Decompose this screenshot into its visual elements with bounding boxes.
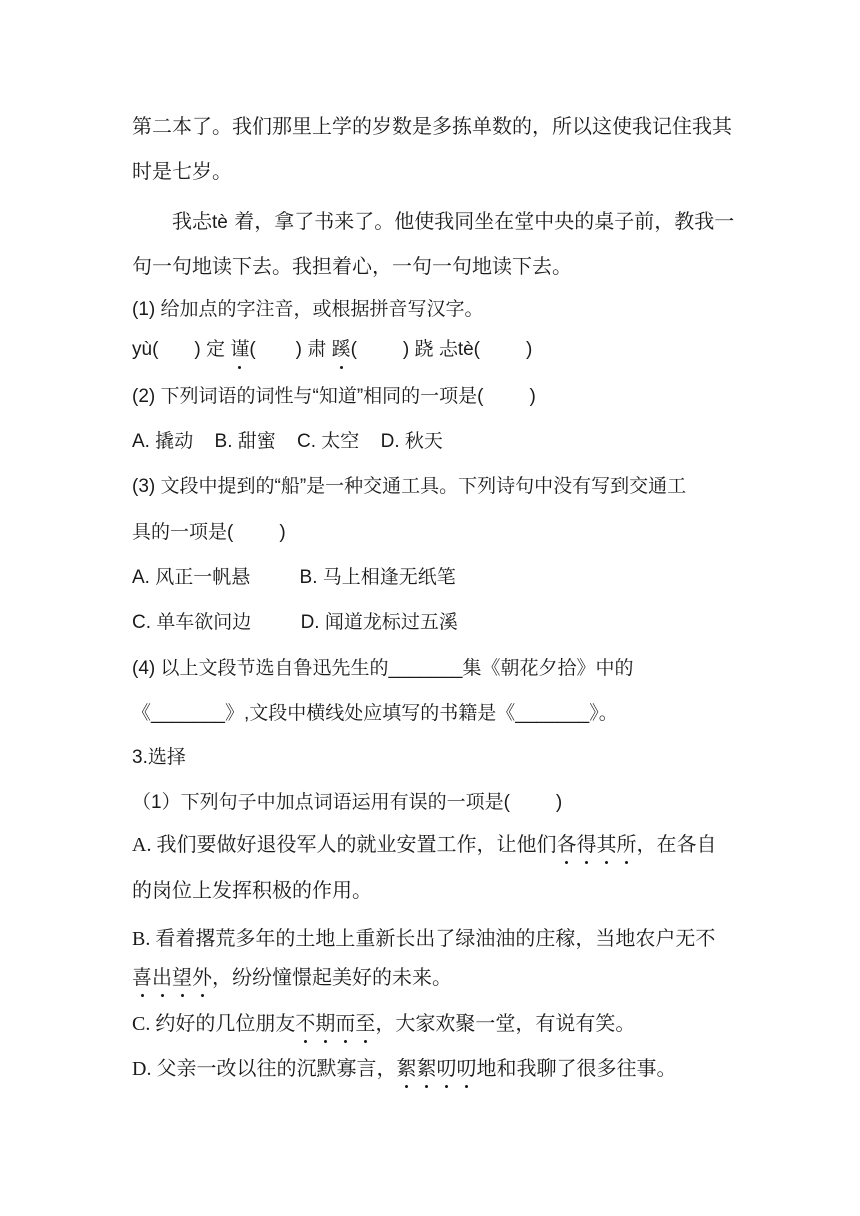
question-3-stem-line-2: 具的一项是( ) xyxy=(132,522,286,543)
option-a-line-2: 的岗位上发挥积极的作用。 xyxy=(132,880,372,902)
passage-line-4: 句一句地读下去。我担着心，一句一句地读下去。 xyxy=(132,254,572,278)
passage-line-3: 我忐tè 着，拿了书来了。他使我同坐在堂中央的桌子前，教我一 xyxy=(172,209,735,233)
option-a: A. 风正一帆悬 xyxy=(132,567,251,588)
option-c: C. 单车欲问边 xyxy=(132,612,252,633)
question-3-options-cd xyxy=(132,608,458,638)
question-4-line-1: (4) 以上文段节选自鲁迅先生的_______集《朝花夕拾》中的 xyxy=(132,658,634,679)
option-c-line: C. 约好的几位朋友不期而至，大家欢聚一堂，有说有笑。 xyxy=(132,1009,635,1039)
option-d: D. 秋天 xyxy=(380,431,443,452)
question-1-items: yù( ) 定 谨( ) 肃 蹊( ) 跷 忐tè( ) xyxy=(132,335,532,365)
section-3-title: 3.选择 xyxy=(132,747,186,768)
passage-line-1: 第二本了。我们那里上学的岁数是多拣单数的，所以这使我记住我其 xyxy=(132,114,732,138)
passage-line-2: 时是七岁。 xyxy=(132,159,232,183)
option-b: B. 马上相逢无纸笔 xyxy=(299,567,456,588)
option-b-line-1: B. 看着撂荒多年的土地上重新长出了绿油油的庄稼，当地农户无不 xyxy=(132,928,716,950)
option-b-line-2: 喜出望外，纷纷憧憬起美好的未来。 xyxy=(132,963,452,993)
option-d: D. 闻道龙标过五溪 xyxy=(300,612,458,633)
option-c: C. 太空 xyxy=(297,431,360,452)
option-d-line: D. 父亲一改以往的沉默寡言，絮絮叨叨地和我聊了很多往事。 xyxy=(132,1054,676,1084)
option-a-line-1: A. 我们要做好退役军人的就业安置工作，让他们各得其所，在各自 xyxy=(132,830,716,860)
question-2-stem: (2) 下列词语的词性与“知道”相同的一项是( ) xyxy=(132,386,536,407)
section-3-question-1-stem: （1）下列句子中加点词语运用有误的一项是( ) xyxy=(132,792,563,813)
question-1-stem: (1) 给加点的字注音，或根据拼音写汉字。 xyxy=(132,299,484,320)
question-3-options-ab xyxy=(132,563,456,593)
question-3-stem-line-1: (3) 文段中提到的“船”是一种交通工具。下列诗句中没有写到交通工 xyxy=(132,476,687,497)
question-4-line-2: 《_______》,文段中横线处应填写的书籍是《_______》。 xyxy=(132,703,618,724)
question-2-options xyxy=(132,427,443,457)
option-a: A. 撬动 xyxy=(132,431,194,452)
option-b: B. 甜蜜 xyxy=(214,431,276,452)
